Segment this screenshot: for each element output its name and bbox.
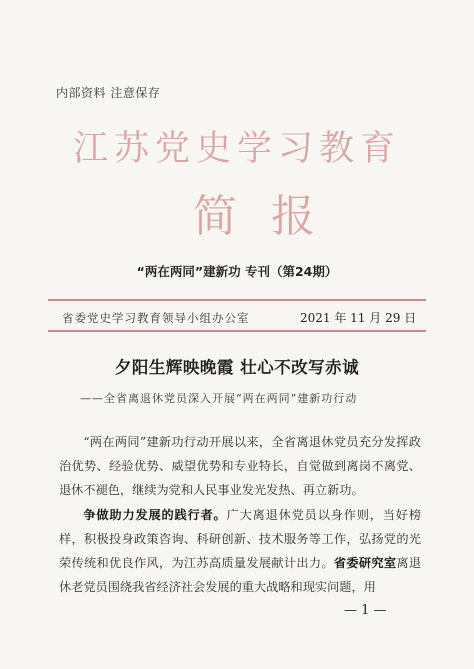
internal-note: 内部资料 注意保存: [56, 86, 161, 100]
divider-bottom: [48, 330, 426, 332]
article-headline: 夕阳生辉映晚霞 壮心不改写赤诚: [114, 358, 360, 377]
paragraph-2-text-2: 离退休老党员围绕我省经济社会发展的重大战略和现实问题，用: [59, 556, 422, 595]
article-body: [59, 430, 421, 599]
page-number: — 1 —: [344, 603, 387, 618]
divider-top: [48, 299, 426, 301]
paragraph-2-lead-2: 省委研究室: [333, 556, 397, 571]
paragraph-2: [59, 503, 421, 600]
article-subhead: ——全省离退休党员深入开展“两在两同”建新功行动: [80, 392, 358, 405]
bulletin-subtitle: 简报: [193, 191, 349, 242]
issue-date: 2021 年 11 月 29 日: [300, 311, 417, 325]
issue-line: “两在两同”建新功 专刊（第24期）: [136, 264, 338, 279]
paragraph-1: “两在两同”建新功行动开展以来，全省离退休党员充分发挥政治优势、经验优势、威望优势和专业特长，自觉做到离岗不离党、退休不褪色，继续为党和人民事业发光发热、再立新功。: [59, 435, 421, 498]
bulletin-title: 江苏党史学习教育: [72, 129, 401, 169]
paragraph-2-text: 广大离退休党员以身作则，当好榜样，积极投身政策咨询、科研创新、技术服务等工作，弘扬党的光荣传统和优良作风，为江苏高质量发展献计出力。: [59, 507, 422, 571]
issuer: 省委党史学习教育领导小组办公室: [62, 311, 250, 325]
paragraph-2-lead: 争做助力发展的践行者。: [83, 507, 227, 522]
